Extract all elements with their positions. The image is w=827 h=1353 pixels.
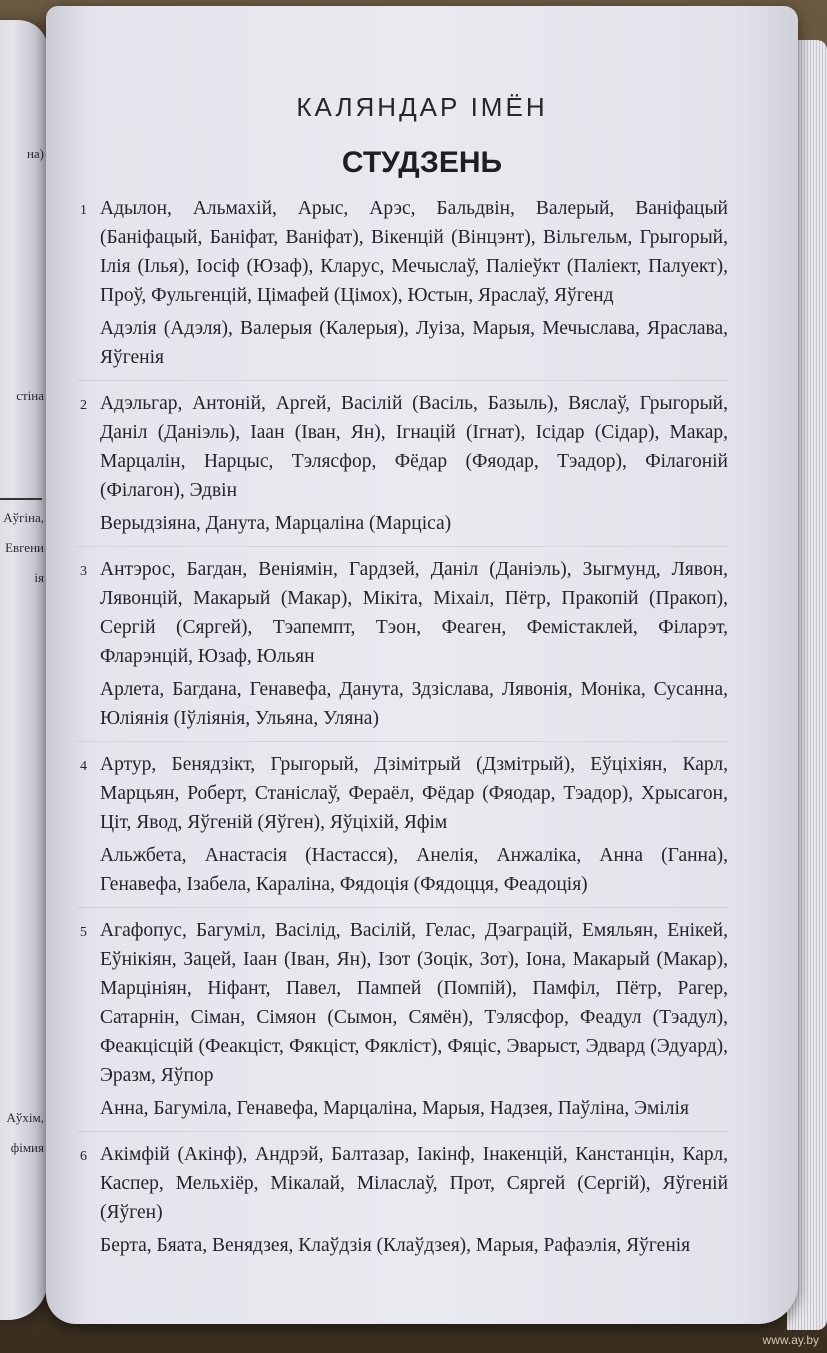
male-names: Адэльгар, Антоній, Аргей, Васілій (Васіль, Базыль), Вяслаў, Грыгорый, Даніл (Даніэль), Іаан (Іван, Ян), Ігнацій (Ігнат), Ісідар (Сідар), Макар, Марцалін, Нарцыс, Тэлясфор, Фёдар (Фяодар, Тэадор), Філагоній (Філагон), Эдвін [100, 393, 728, 501]
left-page-fragment: Аўхім, [6, 1110, 44, 1125]
page-header: КАЛЯНДАР ІМЁН [296, 92, 548, 122]
left-page-fragment: ія [34, 570, 44, 585]
day-entry [78, 389, 728, 547]
male-names: Акімфій (Акінф), Андрэй, Балтазар, Іакінф, Інакенцій, Канстанцін, Карл, Каспер, Мельхіёр, Мікалай, Міласлаў, Прот, Сяргей (Сергій), Яўгеній (Яўген) [100, 1144, 728, 1223]
book-page [46, 6, 798, 1324]
male-names: Адылон, Альмахій, Арыс, Арэс, Бальдвін, Валерый, Ваніфацый (Баніфацый, Баніфат, Ваніфат), Вікенцій (Вінцэнт), Вільгельм, Грыгорый, Ілія (Ілья), Іосіф (Юзаф), Кларус, Мечыслаў, Паліеўкт (Паліект, Палуект), Проў, Фульгенцій, Цімафей (Цімох), Юстын, Яраслаў, Яўгенд [100, 198, 728, 306]
name-calendar [78, 194, 728, 1276]
left-page-fragment: стіна [16, 388, 44, 403]
female-names: Верыдзіяна, Данута, Марцаліна (Марціса) [100, 513, 452, 534]
day-entry [78, 194, 728, 381]
day-number: 6 [80, 1149, 87, 1164]
left-page [0, 20, 48, 1320]
left-page-fragment: Аўгіна, [3, 510, 44, 525]
male-names: Антэрос, Багдан, Веніямін, Гардзей, Даніл (Даніэль), Зыгмунд, Лявон, Лявонцій, Макарый (Макар), Мікіта, Міхаіл, Пётр, Пракопій (Пракоп), Сергій (Сяргей), Тэапемпт, Тэон, Феаген, Фемістаклей, Філарэт, Фларэнцій, Юзаф, Юльян [100, 559, 728, 667]
female-names: Адэлія (Адэля), Валерыя (Калерыя), Луіза, Марыя, Мечыслава, Яраслава, Яўгенія [100, 318, 728, 368]
day-number: 3 [80, 564, 87, 579]
watermark: www.ay.by [762, 1333, 819, 1347]
female-names: Арлета, Багдана, Генавефа, Данута, Здзіслава, Лявонія, Моніка, Сусанна, Юліянія (Іўліянія, Ульяна, Уляна) [100, 679, 728, 729]
left-page-fragment: Евгени [5, 540, 44, 555]
male-names: Агафопус, Багуміл, Васілід, Васілій, Гелас, Дэаграцій, Емяльян, Енікей, Еўнікіян, Зацей, Іаан (Іван, Ян), Ізот (Зоцік, Зот), Іона, Макарый (Макар), Марцініян, Ніфант, Павел, Пампей (Помпій), Памфіл, Пётр, Рагер, Сатарнін, Сіман, Сімяон (Сымон, Сямён), Тэлясфор, Феадул (Тэадул), Феакцісцій (Феакціст, Фякціст, Фякліст), Фяціс, Эварыст, Эдвард (Эдуард), Эразм, Яўпор [100, 920, 728, 1086]
day-number: 5 [80, 925, 87, 940]
left-page-rule [0, 498, 42, 500]
female-names: Берта, Бяата, Венядзея, Клаўдзія (Клаўдзея), Марыя, Рафаэлія, Яўгенія [100, 1235, 691, 1256]
day-number: 1 [80, 203, 87, 218]
day-number: 4 [80, 759, 87, 774]
day-entry [78, 916, 728, 1132]
day-entry [78, 555, 728, 742]
day-entry [78, 750, 728, 908]
female-names: Альжбета, Анастасія (Настасся), Анелія, Анжаліка, Анна (Ганна), Генавефа, Ізабела, Караліна, Фядоція (Фядоцця, Феадоція) [100, 845, 728, 895]
month-title: СТУДЗЕНЬ [341, 146, 503, 179]
male-names: Артур, Бенядзікт, Грыгорый, Дзімітрый (Дзмітрый), Еўціхіян, Карл, Марцьян, Роберт, Станіслаў, Фераёл, Фёдар (Фяодар, Тэадор), Хрысагон, Ціт, Явод, Яўгеній (Яўген), Яўціхій, Яфім [100, 754, 728, 833]
left-page-fragment: фімия [10, 1140, 44, 1155]
day-entry [78, 1140, 728, 1268]
day-number: 2 [80, 398, 87, 413]
left-page-fragment: на) [26, 146, 44, 161]
female-names: Анна, Багуміла, Генавефа, Марцаліна, Марыя, Надзея, Паўліна, Эмілія [100, 1098, 689, 1119]
